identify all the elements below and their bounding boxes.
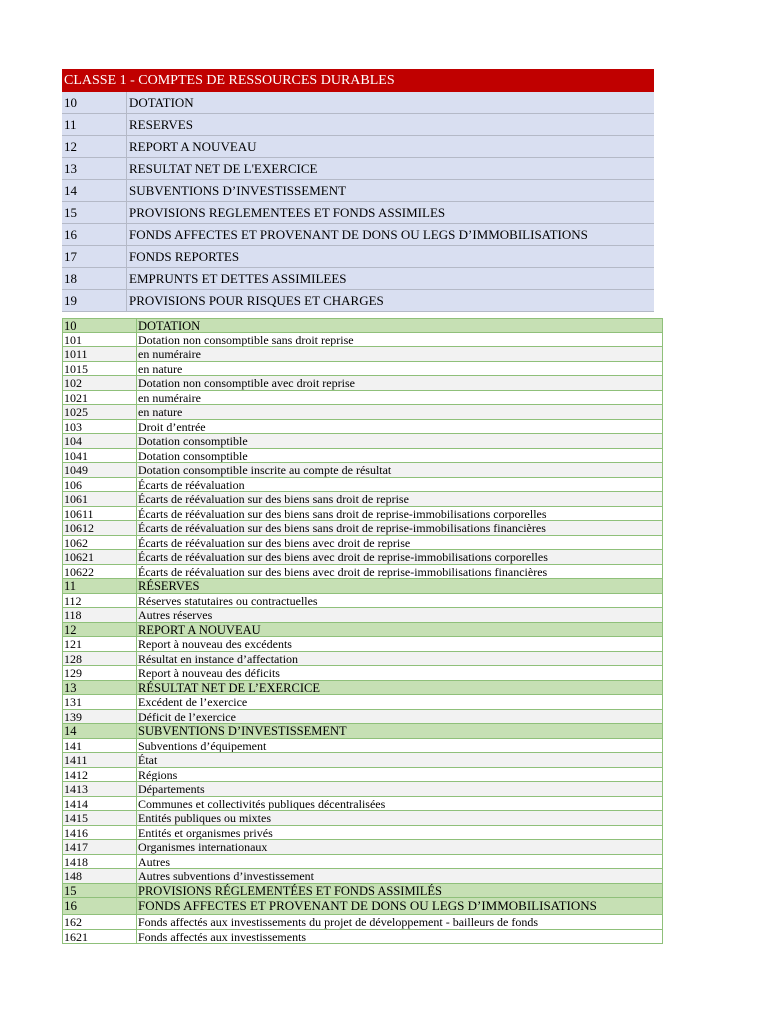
- account-label-cell[interactable]: DOTATION: [138, 319, 201, 333]
- account-code-cell[interactable]: 162: [63, 915, 137, 929]
- account-label-cell[interactable]: Régions: [138, 767, 178, 782]
- account-code-cell[interactable]: 104: [63, 434, 137, 448]
- account-label-cell[interactable]: Entités publiques ou mixtes: [138, 811, 271, 825]
- account-label-cell[interactable]: FONDS REPORTES: [129, 249, 240, 264]
- summary-table: [62, 69, 654, 312]
- account-code-cell[interactable]: 10621: [63, 550, 137, 564]
- table-row[interactable]: [62, 405, 663, 420]
- account-code-cell[interactable]: 15: [62, 202, 127, 223]
- table-row[interactable]: [62, 333, 663, 348]
- account-label-cell[interactable]: Excédent de l’exercice: [138, 695, 248, 709]
- account-label-cell[interactable]: EMPRUNTS ET DETTES ASSIMILEES: [129, 271, 347, 286]
- summary-row[interactable]: [62, 114, 654, 136]
- table-row[interactable]: [62, 478, 663, 493]
- table-row[interactable]: [62, 695, 663, 710]
- account-code-cell[interactable]: 1011: [63, 347, 137, 361]
- section-header-row[interactable]: [62, 898, 663, 915]
- account-code-cell[interactable]: 1015: [63, 362, 137, 376]
- section-header-row[interactable]: [62, 623, 663, 638]
- section-header-row[interactable]: [62, 884, 663, 899]
- account-label-cell[interactable]: Droit d’entrée: [138, 419, 206, 434]
- account-label-cell[interactable]: Dotation non consomptible avec droit reprise: [138, 376, 355, 390]
- account-code-cell[interactable]: 1414: [63, 797, 137, 811]
- account-code-cell[interactable]: 1418: [63, 855, 137, 869]
- account-code-cell[interactable]: 106: [63, 478, 137, 492]
- account-label-cell[interactable]: Réserves statutaires ou contractuelles: [138, 593, 318, 608]
- account-label-cell[interactable]: Autres réserves: [138, 608, 213, 622]
- account-label-cell[interactable]: Organismes internationaux: [138, 840, 268, 854]
- account-label-cell[interactable]: RESULTAT NET DE L'EXERCICE: [129, 161, 318, 176]
- account-code-cell[interactable]: 102: [63, 376, 137, 390]
- account-code-cell[interactable]: 1049: [63, 463, 137, 477]
- table-row[interactable]: [62, 434, 663, 449]
- summary-row[interactable]: [62, 136, 654, 158]
- table-row[interactable]: [62, 666, 663, 681]
- account-code-cell[interactable]: 1041: [63, 449, 137, 463]
- account-code-cell[interactable]: 101: [63, 333, 137, 347]
- account-code-cell[interactable]: 141: [63, 739, 137, 753]
- table-row[interactable]: [62, 753, 663, 768]
- account-code-cell[interactable]: 12: [63, 623, 137, 637]
- table-row[interactable]: [62, 391, 663, 406]
- account-code-cell[interactable]: 11: [62, 114, 127, 135]
- summary-title[interactable]: CLASSE 1 - COMPTES DE RESSOURCES DURABLES: [62, 69, 654, 92]
- summary-row[interactable]: [62, 180, 654, 202]
- account-code-cell[interactable]: 1021: [63, 391, 137, 405]
- account-code-cell[interactable]: 121: [63, 637, 137, 651]
- account-label-cell[interactable]: État: [138, 753, 158, 767]
- table-row[interactable]: [62, 550, 663, 565]
- account-code-cell[interactable]: 1415: [63, 811, 137, 825]
- account-label-cell[interactable]: Autres subventions d’investissement: [138, 869, 314, 883]
- account-code-cell[interactable]: 13: [63, 681, 137, 695]
- summary-row[interactable]: [62, 290, 654, 312]
- account-code-cell[interactable]: 128: [63, 652, 137, 666]
- account-label-cell[interactable]: REPORT A NOUVEAU: [138, 622, 261, 637]
- account-label-cell[interactable]: Report à nouveau des excédents: [138, 637, 292, 651]
- summary-row[interactable]: [62, 224, 654, 246]
- account-code-cell[interactable]: 16: [62, 224, 127, 245]
- account-code-cell[interactable]: 148: [63, 869, 137, 883]
- account-label-cell[interactable]: Écarts de réévaluation sur des biens avec droit de reprise-immobilisations corporelles: [138, 550, 548, 564]
- account-code-cell[interactable]: 13: [62, 158, 127, 179]
- account-code-cell[interactable]: 19: [62, 290, 127, 311]
- account-code-cell[interactable]: 131: [63, 695, 137, 709]
- table-row[interactable]: [62, 710, 663, 725]
- account-label-cell[interactable]: SUBVENTIONS D’INVESTISSEMENT: [138, 724, 347, 738]
- summary-row[interactable]: [62, 92, 654, 114]
- account-code-cell[interactable]: 10: [62, 92, 127, 113]
- account-code-cell[interactable]: 18: [62, 268, 127, 289]
- account-label-cell[interactable]: Fonds affectés aux investissements: [138, 929, 307, 944]
- account-code-cell[interactable]: 129: [63, 666, 137, 680]
- account-label-cell[interactable]: RESERVES: [129, 117, 193, 132]
- table-row[interactable]: [62, 768, 663, 783]
- table-row[interactable]: [62, 376, 663, 391]
- account-code-cell[interactable]: 103: [63, 420, 137, 434]
- table-row[interactable]: [62, 930, 663, 945]
- table-row[interactable]: [62, 521, 663, 536]
- table-row[interactable]: [62, 594, 663, 609]
- account-code-cell[interactable]: 1413: [63, 782, 137, 796]
- table-row[interactable]: [62, 449, 663, 464]
- account-code-cell[interactable]: 10: [63, 319, 137, 332]
- account-label-cell[interactable]: Dotation consomptible inscrite au compte de résultat: [138, 463, 392, 477]
- account-label-cell[interactable]: PROVISIONS REGLEMENTEES ET FONDS ASSIMILES: [129, 205, 446, 220]
- account-label-cell[interactable]: Déficit de l’exercice: [138, 709, 236, 724]
- table-row[interactable]: [62, 797, 663, 812]
- table-row[interactable]: [62, 507, 663, 522]
- table-row[interactable]: [62, 362, 663, 377]
- account-label-cell[interactable]: PROVISIONS POUR RISQUES ET CHARGES: [129, 293, 384, 308]
- account-label-cell[interactable]: Communes et collectivités publiques décentralisées: [138, 796, 386, 811]
- account-code-cell[interactable]: 10611: [63, 507, 137, 521]
- account-code-cell[interactable]: 112: [63, 594, 137, 608]
- account-label-cell[interactable]: en numéraire: [138, 390, 201, 405]
- account-label-cell[interactable]: Dotation consomptible: [138, 434, 248, 448]
- account-label-cell[interactable]: Dotation non consomptible sans droit reprise: [138, 332, 354, 347]
- account-code-cell[interactable]: 10612: [63, 521, 137, 535]
- account-code-cell[interactable]: 1061: [63, 492, 137, 506]
- table-row[interactable]: [62, 608, 663, 623]
- account-label-cell[interactable]: Écarts de réévaluation: [138, 477, 245, 492]
- section-header-row[interactable]: [62, 681, 663, 696]
- account-code-cell[interactable]: 1412: [63, 768, 137, 782]
- summary-row[interactable]: [62, 246, 654, 268]
- account-code-cell[interactable]: 15: [63, 884, 137, 898]
- account-label-cell[interactable]: DOTATION: [129, 95, 194, 110]
- account-code-cell[interactable]: 10622: [63, 565, 137, 579]
- account-label-cell[interactable]: Autres: [138, 854, 170, 869]
- account-label-cell[interactable]: Écarts de réévaluation sur des biens avec droit de reprise-immobilisations financières: [138, 564, 548, 579]
- account-code-cell[interactable]: 1411: [63, 753, 137, 767]
- account-label-cell[interactable]: Écarts de réévaluation sur des biens avec droit de reprise: [138, 535, 411, 550]
- table-row[interactable]: [62, 811, 663, 826]
- account-label-cell[interactable]: Subventions d’équipement: [138, 738, 267, 753]
- account-label-cell[interactable]: SUBVENTIONS D’INVESTISSEMENT: [129, 183, 347, 198]
- account-code-cell[interactable]: 1621: [63, 930, 137, 944]
- account-label-cell[interactable]: Report à nouveau des déficits: [138, 666, 280, 680]
- account-code-cell[interactable]: 14: [62, 180, 127, 201]
- detail-table: [62, 318, 663, 944]
- account-label-cell[interactable]: REPORT A NOUVEAU: [129, 139, 257, 154]
- account-label-cell[interactable]: Écarts de réévaluation sur des biens sans droit de reprise-immobilisations financières: [138, 521, 546, 535]
- section-header-row[interactable]: [62, 724, 663, 739]
- account-code-cell[interactable]: 11: [63, 579, 137, 593]
- account-code-cell[interactable]: 16: [63, 898, 137, 914]
- account-label-cell[interactable]: RÉSULTAT NET DE L’EXERCICE: [138, 680, 320, 695]
- account-code-cell[interactable]: 1025: [63, 405, 137, 419]
- account-code-cell[interactable]: 1062: [63, 536, 137, 550]
- table-row[interactable]: [62, 463, 663, 478]
- detail-rows: [62, 318, 663, 944]
- section-header-row[interactable]: [62, 318, 663, 333]
- table-row[interactable]: [62, 420, 663, 435]
- table-row[interactable]: [62, 347, 663, 362]
- account-code-cell[interactable]: 1416: [63, 826, 137, 840]
- account-label-cell[interactable]: Entités et organismes privés: [138, 825, 273, 840]
- account-code-cell[interactable]: 12: [62, 136, 127, 157]
- table-row[interactable]: [62, 855, 663, 870]
- account-label-cell[interactable]: en nature: [138, 405, 183, 419]
- account-label-cell[interactable]: RÉSERVES: [138, 579, 200, 593]
- table-row[interactable]: [62, 782, 663, 797]
- account-label-cell[interactable]: Écarts de réévaluation sur des biens sans droit de reprise: [138, 492, 409, 506]
- account-label-cell[interactable]: FONDS AFFECTES ET PROVENANT DE DONS OU LEGS D’IMMOBILISATIONS: [138, 898, 597, 913]
- account-code-cell[interactable]: 139: [63, 710, 137, 724]
- account-label-cell[interactable]: PROVISIONS RÉGLEMENTÉES ET FONDS ASSIMILÉS: [138, 883, 442, 898]
- table-row[interactable]: [62, 637, 663, 652]
- table-row[interactable]: [62, 869, 663, 884]
- account-label-cell[interactable]: en nature: [138, 361, 183, 376]
- account-label-cell[interactable]: Fonds affectés aux investissements du projet de développement - bailleurs de fonds: [138, 915, 539, 929]
- table-row[interactable]: [62, 840, 663, 855]
- account-label-cell[interactable]: Départements: [138, 782, 205, 796]
- account-code-cell[interactable]: 1417: [63, 840, 137, 854]
- account-code-cell[interactable]: 14: [63, 724, 137, 738]
- summary-row[interactable]: [62, 268, 654, 290]
- table-row[interactable]: [62, 652, 663, 667]
- table-row[interactable]: [62, 492, 663, 507]
- account-label-cell[interactable]: Résultat en instance d’affectation: [138, 651, 299, 666]
- table-row[interactable]: [62, 536, 663, 551]
- account-code-cell[interactable]: 118: [63, 608, 137, 622]
- account-label-cell[interactable]: Écarts de réévaluation sur des biens sans droit de reprise-immobilisations corporelles: [138, 506, 547, 521]
- table-row[interactable]: [62, 826, 663, 841]
- account-label-cell[interactable]: en numéraire: [138, 347, 201, 361]
- table-row[interactable]: [62, 565, 663, 580]
- account-code-cell[interactable]: 17: [62, 246, 127, 267]
- account-label-cell[interactable]: Dotation consomptible: [138, 448, 248, 463]
- account-label-cell[interactable]: FONDS AFFECTES ET PROVENANT DE DONS OU LEGS D’IMMOBILISATIONS: [129, 227, 588, 242]
- table-row[interactable]: [62, 739, 663, 754]
- table-row[interactable]: [62, 915, 663, 930]
- summary-rows: [62, 92, 654, 312]
- summary-row[interactable]: [62, 158, 654, 180]
- section-header-row[interactable]: [62, 579, 663, 594]
- summary-row[interactable]: [62, 202, 654, 224]
